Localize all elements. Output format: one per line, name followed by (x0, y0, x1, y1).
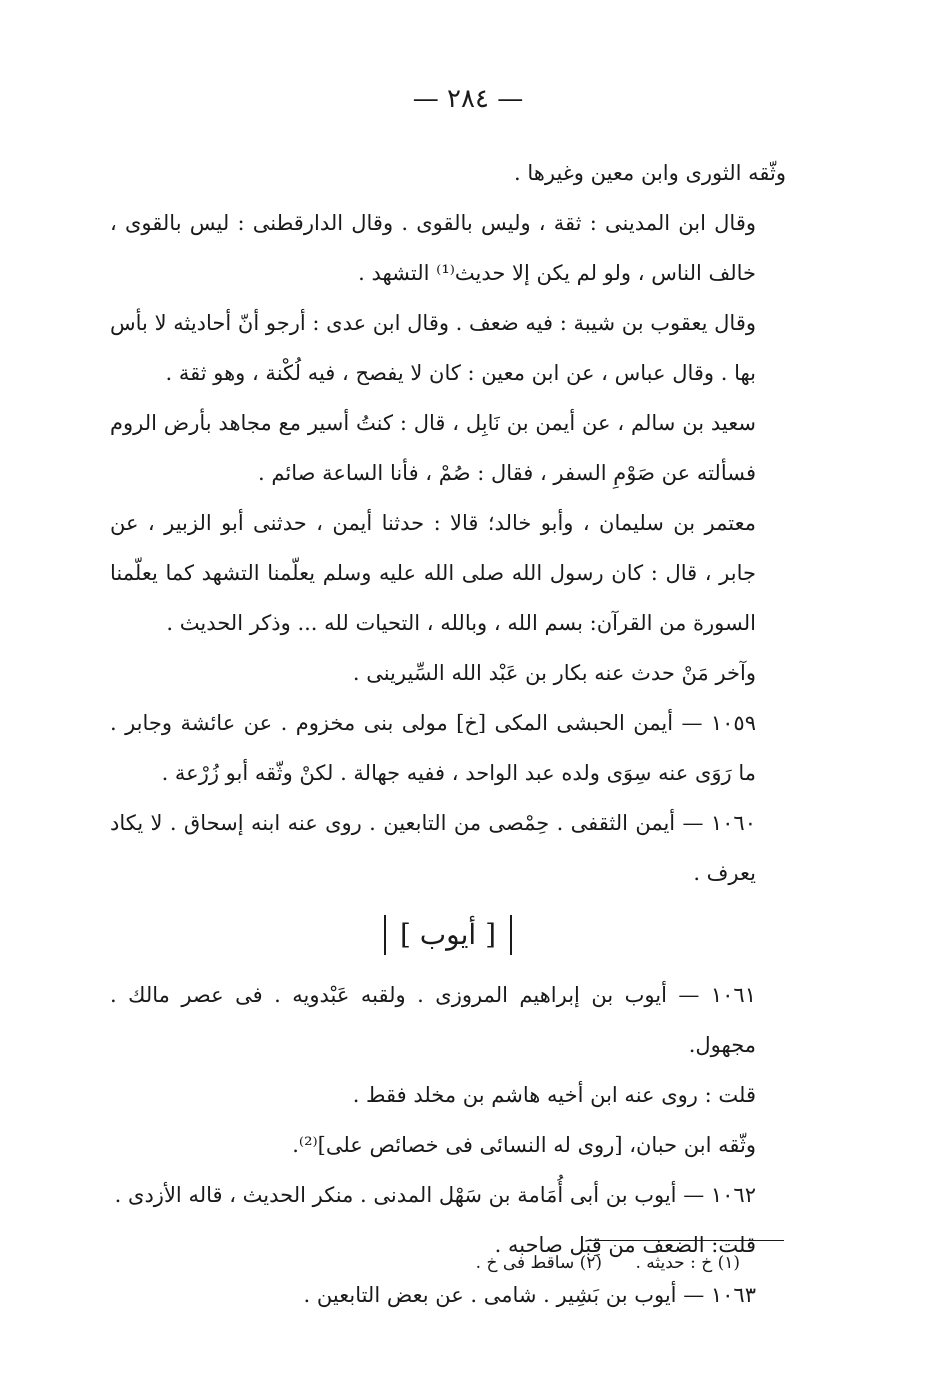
entry-1060: ١٠٦٠ — أيمن الثقفى . حِمْصى من التابعين . روى عنه ابنه إسحاق . لا يكاد يعرف . (110, 811, 756, 885)
section-heading (110, 906, 786, 964)
paragraph: وقال يعقوب بن شيبة : فيه ضعف . وقال ابن عدى : أرجو أنّ أحاديثه لا بأس بها . وقال عباس ، عن ابن معين : كان لا يفصح ، فيه لُكْنة ، وهو ثقة . (110, 311, 756, 385)
page-number: — ٢٨٤ — (412, 84, 524, 114)
paragraph: وآخر مَنْ حدث عنه بكار بن عَبْد الله السِّيرينى . (352, 661, 756, 685)
paragraph: معتمر بن سليمان ، وأبو خالد؛ قالا : حدثنا أيمن ، حدثنى أبو الزبير ، عن جابر ، قال : كان رسول الله صلى الله عليه وسلم يعلّمنا التشهد كما يعلّمنا السورة من القرآن: بسم الله ، وبالله ، التحيات لله ... وذكر الحديث . (110, 511, 756, 635)
paragraph: قلت: الضعف من قِبَل صاحبه . (494, 1233, 756, 1257)
entry-1059: ١٠٥٩ — أيمن الحبشى المكى [خ] مولى بنى مخزوم . عن عائشة وجابر . ما رَوَى عنه سِوَى ولده عبد الواحد ، ففيه جهالة . لكنْ وثّقه أبو زُرْعة . (110, 711, 756, 785)
footnote-2: (٢) ساقط فى خ . (475, 1253, 603, 1273)
footnotes (300, 1248, 740, 1278)
body-text (110, 148, 786, 1320)
entry-1063: ١٠٦٣ — أيوب بن بَشِير . شامى . عن بعض التابعين . (303, 1283, 756, 1307)
paragraph: وقال ابن المدينى : ثقة ، وليس بالقوى . وقال الدارقطنى : ليس بالقوى ، خالف الناس ، ولو لم يكن إلا حديث⁽¹⁾ التشهد . (110, 211, 756, 285)
paragraph: سعيد بن سالم ، عن أيمن بن نَابِل ، قال : كنتُ أسير مع مجاهد بأرض الروم فسألته عن صَوْمِ السفر ، فقال : صُمْ ، فأنا الساعة صائم . (110, 411, 756, 485)
entry-1062: ١٠٦٢ — أيوب بن أبى أُمَامة بن سَهْل المدنى . منكر الحديث ، قاله الأزدى . (114, 1183, 756, 1207)
section-heading-text: [ أيوب ] (384, 915, 512, 955)
paragraph: وثّقه الثورى وابن معين وغيرها . (514, 161, 786, 185)
footnote-divider (588, 1240, 784, 1241)
paragraph: وثّقه ابن حبان، [روى له النسائى فى خصائص على]⁽²⁾. (292, 1133, 756, 1157)
paragraph: قلت : روى عنه ابن أخيه هاشم بن مخلد فقط . (352, 1083, 756, 1107)
footnote-1: (١) خ : حديثه . (635, 1253, 740, 1273)
entry-1061: ١٠٦١ — أيوب بن إبراهيم المروزى . ولقبه عَبْدويه . فى عصر مالك . مجهول. (110, 983, 756, 1057)
